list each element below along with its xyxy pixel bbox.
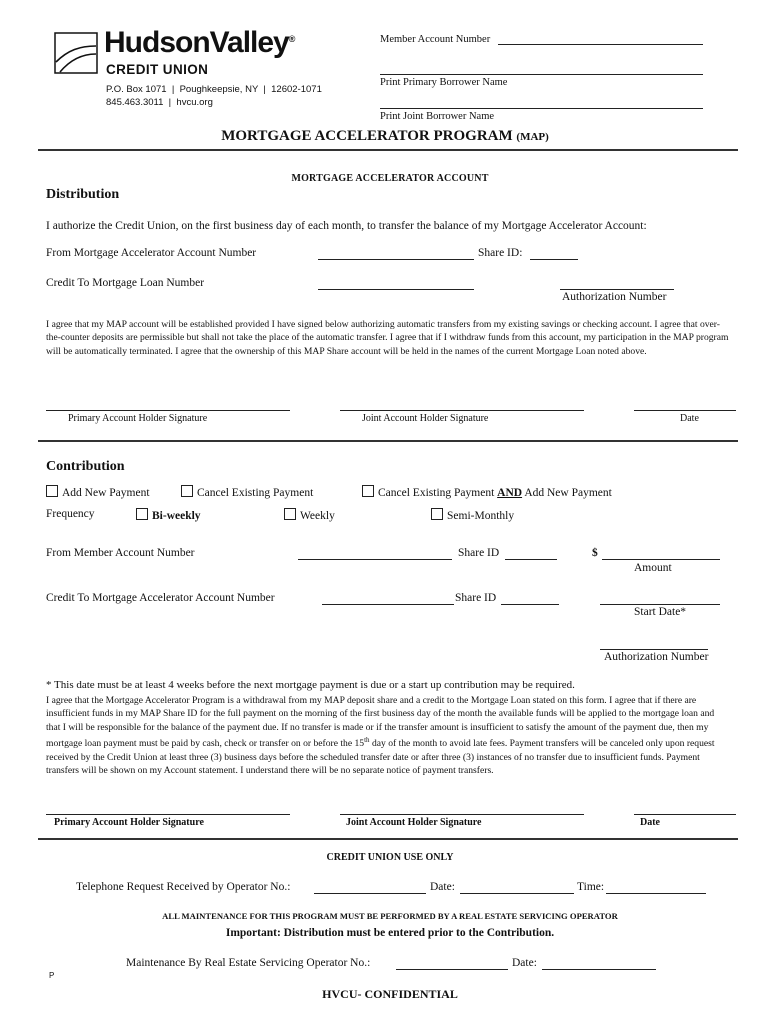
from-map-account-field[interactable] <box>318 259 474 260</box>
dollar-sign: $ <box>592 547 598 559</box>
address-line-1: P.O. Box 1071 | Poughkeepsie, NY | 12602-1071 <box>106 84 322 95</box>
contrib-share-id-label-2: Share ID <box>455 592 497 604</box>
semimonthly-checkbox[interactable] <box>431 508 443 520</box>
telephone-date-label: Date: <box>430 881 455 893</box>
start-date-footnote: * This date must be at least 4 weeks before the next mortgage payment is due or a start up contribution may be required. <box>46 679 575 691</box>
amount-label: Amount <box>634 562 672 574</box>
distribution-agreement: I agree that my MAP account will be established provided I have signed below authorizing automatic transfers from my existing savings or checking account. I agree that over-the-counter deposits are permissible but shall not take the place of the automatic transfer. I agree that if I withdraw funds from this account, my participation in the MAP program will be automatically terminated. I agree that the ownership of this MAP Share account will be held in the names of the current Mortgage Loan noted above. <box>46 319 729 357</box>
authorize-text: I authorize the Credit Union, on the first business day of each month, to transfer the balance of my Mortgage Accelerator Account: <box>46 220 647 232</box>
contrib-share-id-label: Share ID <box>458 547 500 559</box>
page-title <box>0 128 770 145</box>
logo <box>54 26 334 82</box>
member-account-field[interactable] <box>498 44 703 45</box>
dist-date-field[interactable] <box>634 410 736 411</box>
credit-map-account-field[interactable] <box>322 604 454 605</box>
member-account-row <box>380 34 490 45</box>
authorization-number-field[interactable] <box>560 289 674 290</box>
contribution-heading: Contribution <box>46 459 125 474</box>
telephone-date-field[interactable] <box>460 893 574 894</box>
contrib-share-id-field[interactable] <box>505 559 557 560</box>
from-member-account-field[interactable] <box>298 559 452 560</box>
dist-joint-signature-label: Joint Account Holder Signature <box>362 413 489 424</box>
contrib-primary-signature-label: Primary Account Holder Signature <box>54 817 204 828</box>
confidential-label: HVCU- CONFIDENTIAL <box>322 987 458 1001</box>
add-new-checkbox[interactable] <box>46 485 58 497</box>
cancel-and-add-checkbox[interactable] <box>362 485 374 497</box>
cu-use-heading: CREDIT UNION USE ONLY <box>326 852 454 863</box>
telephone-operator-field[interactable] <box>314 893 426 894</box>
dist-primary-signature-field[interactable] <box>46 410 290 411</box>
from-member-label: From Member Account Number <box>46 547 195 559</box>
cancel-and-add-label-2: Add New Payment <box>524 487 612 499</box>
telephone-time-label: Time: <box>577 881 605 893</box>
biweekly-checkbox[interactable] <box>136 508 148 520</box>
frequency-label: Frequency <box>46 508 95 520</box>
maintenance-operator-field[interactable] <box>396 969 508 970</box>
option-cancel-and-add[interactable] <box>362 485 612 499</box>
freq-biweekly[interactable] <box>136 508 201 522</box>
start-date-field[interactable] <box>600 604 720 605</box>
corner-mark: P <box>49 971 55 980</box>
maintenance-date-label: Date: <box>512 957 537 969</box>
maintenance-notice: ALL MAINTENANCE FOR THIS PROGRAM MUST BE PERFORMED BY A REAL ESTATE SERVICING OPERATOR <box>162 911 618 921</box>
title-divider <box>38 149 738 151</box>
contrib-authorization-field[interactable] <box>600 649 708 650</box>
authorization-number-label: Authorization Number <box>562 291 667 303</box>
from-map-label: From Mortgage Accelerator Account Number <box>46 247 257 259</box>
title-suffix: (MAP) <box>516 131 549 143</box>
option-add-new[interactable] <box>46 485 150 499</box>
add-new-label: Add New Payment <box>62 487 150 499</box>
dist-joint-signature-field[interactable] <box>340 410 584 411</box>
and-label: AND <box>497 487 523 499</box>
dist-date-label: Date <box>680 413 699 424</box>
logo-subtitle: CREDIT UNION <box>106 62 209 77</box>
joint-borrower-label: Print Joint Borrower Name <box>380 111 495 122</box>
logo-registered: ® <box>288 34 295 44</box>
weekly-label: Weekly <box>300 510 335 522</box>
important-notice: Important: Distribution must be entered prior to the Contribution. <box>225 927 555 939</box>
cancel-existing-label: Cancel Existing Payment <box>197 487 314 499</box>
primary-borrower-label: Print Primary Borrower Name <box>380 77 508 88</box>
contrib-date-field[interactable] <box>634 814 736 815</box>
section-divider-1 <box>38 440 738 442</box>
credit-loan-field[interactable] <box>318 289 474 290</box>
contrib-share-id-field-2[interactable] <box>501 604 559 605</box>
start-date-label: Start Date* <box>634 606 687 618</box>
amount-field[interactable] <box>602 559 720 560</box>
freq-weekly[interactable] <box>284 508 335 522</box>
share-id-label: Share ID: <box>478 247 523 259</box>
contrib-primary-signature-field[interactable] <box>46 814 290 815</box>
telephone-request-label: Telephone Request Received by Operator No.: <box>76 881 291 893</box>
logo-mark-icon <box>54 32 98 74</box>
logo-name: HudsonValley <box>104 26 289 59</box>
cancel-and-add-label-1: Cancel Existing Payment <box>378 487 495 499</box>
contrib-date-label: Date <box>640 817 660 828</box>
joint-borrower-field[interactable] <box>380 108 703 109</box>
freq-semimonthly[interactable] <box>431 508 514 522</box>
credit-loan-label: Credit To Mortgage Loan Number <box>46 277 205 289</box>
contribution-agreement-sup: th <box>364 736 370 745</box>
cancel-existing-checkbox[interactable] <box>181 485 193 497</box>
semimonthly-label: Semi-Monthly <box>447 510 515 522</box>
credit-map-label: Credit To Mortgage Accelerator Account Number <box>46 592 275 604</box>
contribution-agreement-b: day of the month to avoid late fees. Payment transfers will be canceled only upon request received by the Credit Union at least three (3) business days before the scheduled transfer date or after three (3) instances of no transfer due to insufficient funds. Payment transfers will be shown on my Account statement. I understand there will be no separate notice of payment transfers. <box>46 738 715 777</box>
section-divider-2 <box>38 838 738 840</box>
biweekly-label: Bi-weekly <box>152 510 201 522</box>
share-id-field[interactable] <box>530 259 578 260</box>
telephone-time-field[interactable] <box>606 893 706 894</box>
option-cancel-existing[interactable] <box>181 485 313 499</box>
title-main: MORTGAGE ACCELERATOR PROGRAM <box>221 128 513 144</box>
contribution-agreement <box>46 694 730 778</box>
member-account-label: Member Account Number <box>380 34 491 45</box>
primary-borrower-field[interactable] <box>380 74 703 75</box>
contrib-authorization-label: Authorization Number <box>604 651 709 663</box>
contrib-joint-signature-field[interactable] <box>340 814 584 815</box>
contrib-joint-signature-label: Joint Account Holder Signature <box>346 817 482 828</box>
maintenance-date-field[interactable] <box>542 969 656 970</box>
dist-primary-signature-label: Primary Account Holder Signature <box>68 413 208 424</box>
maintenance-operator-label: Maintenance By Real Estate Servicing Operator No.: <box>126 957 371 969</box>
address-line-2: 845.463.3011 | hvcu.org <box>106 97 213 108</box>
account-heading: MORTGAGE ACCELERATOR ACCOUNT <box>291 173 489 184</box>
weekly-checkbox[interactable] <box>284 508 296 520</box>
contribution-agreement-a: I agree that the Mortgage Accelerator Program is a withdrawal from my MAP deposit share and a credit to the Mortgage Loan stated on this form. I agree that if there are insufficient funds in my MAP Share ID for the full payment on the morning of the first business day of the month the available funds will be applied to the mortgage loan and that I will be responsible for the balance of the payment due. If no transfer is made or if the transfer amount is insufficient to satisfy the amount of the payment due, then my mortgage loan payment must be paid by cash, check or transfer on or before the 15 <box>46 695 715 750</box>
distribution-heading: Distribution <box>46 187 120 202</box>
